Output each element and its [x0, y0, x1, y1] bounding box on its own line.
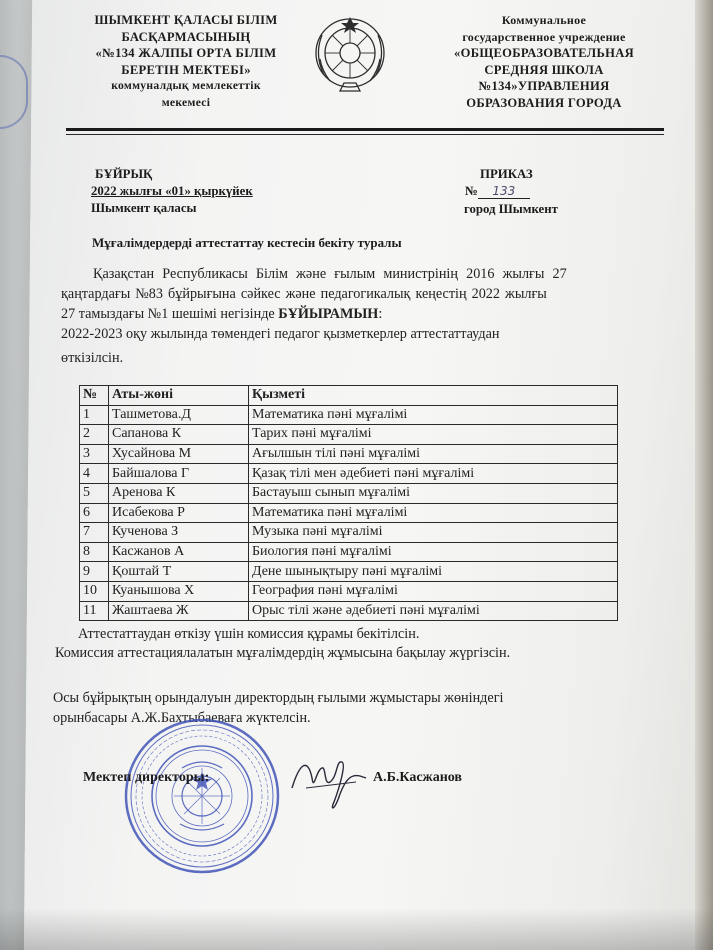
cell-name: Хусайнова М [109, 444, 249, 464]
cell-position: Биология пәні мұғалімі [249, 542, 618, 562]
cell-name: Жаштаева Ж [109, 601, 249, 621]
cell-number: 2 [80, 425, 109, 445]
cell-number: 4 [80, 464, 109, 484]
paragraph-text: 27 тамыздағы №1 шешімі негізінде [61, 306, 275, 322]
cell-position: Математика пәні мұғалімі [249, 405, 618, 425]
paragraph-line: өткізілсін. [61, 350, 124, 366]
order-number-label: № [465, 184, 478, 198]
cell-position: Орыс тілі және әдебиеті пәні мұғалімі [249, 601, 618, 621]
cell-position: География пәні мұғалімі [249, 581, 618, 601]
table-row [80, 581, 618, 601]
header-right-ru [427, 12, 661, 111]
header-left-kz [70, 12, 302, 111]
header-divider [66, 128, 664, 131]
cell-position: Дене шынықтыру пәні мұғалімі [249, 562, 618, 582]
cell-number: 9 [80, 562, 109, 582]
shadow [0, 908, 713, 950]
header-left-line: БАСҚАРМАСЫНЫҢ [121, 29, 251, 44]
closing-line: Аттестаттаудан өткізу үшін комиссия құрамы бекітілсін. [78, 626, 420, 642]
cell-number: 10 [80, 581, 109, 601]
cell-name: Куанышова Х [109, 581, 249, 601]
closing-line: Комиссия аттестациялалатын мұғалімдердің жұмысына бақылау жүргізсін. [55, 645, 511, 661]
cell-number: 3 [80, 444, 109, 464]
cell-number: 7 [80, 523, 109, 543]
official-seal-icon [122, 716, 282, 876]
paragraph-line: 2022-2023 оқу жылында төмендегі педагог қызметкерлер аттестаттаудан [61, 326, 500, 342]
order-number [465, 184, 530, 199]
header-right-line: №134»УПРАВЛЕНИЯ [478, 79, 610, 93]
cell-number: 5 [80, 483, 109, 503]
table-row [80, 464, 618, 484]
paragraph-line: қаңтардағы №83 бұйрығына сәйкес және педагогикалық кеңестің 2022 жылғы [61, 286, 547, 302]
cell-number: 11 [80, 601, 109, 621]
table-row [80, 542, 618, 562]
closing-line: орынбасары А.Ж.Бахтыбаеваға жүктелсін. [53, 710, 311, 726]
order-city-kz: Шымкент қаласы [91, 201, 197, 215]
cell-position: Музыка пәні мұғалімі [249, 523, 618, 543]
column-header-name: Аты-жөні [109, 386, 249, 406]
order-date-kz: 2022 жылғы «01» қыркүйек [91, 184, 253, 198]
cell-number: 1 [80, 405, 109, 425]
state-emblem-icon [310, 13, 390, 99]
table-row [80, 601, 618, 621]
paragraph-line: Қазақстан Республикасы Білім және ғылым министрінің 2016 жылғы 27 [93, 266, 567, 282]
table-row [80, 405, 618, 425]
cell-position: Қазақ тілі мен әдебиеті пәні мұғалімі [249, 464, 618, 484]
column-header-number: № [80, 386, 109, 406]
order-subject: Мұғалімдердерді аттестаттау кестесін бекіту туралы [92, 235, 402, 250]
cell-name: Қоштай Т [109, 562, 249, 582]
director-label: Мектеп директоры: [83, 770, 210, 785]
table-row [80, 483, 618, 503]
header-right-line: государственное учреждение [462, 29, 626, 44]
cell-name: Исабекова Р [109, 503, 249, 523]
paragraph-text: : [378, 306, 383, 322]
teachers-table [79, 385, 618, 621]
cell-position: Бастауыш сынып мұғалімі [249, 483, 618, 503]
header-left-line: коммуналдық мемлекеттік [111, 79, 261, 92]
table-header-row [80, 386, 618, 406]
header-right-line: «ОБЩЕОБРАЗОВАТЕЛЬНАЯ [454, 46, 634, 60]
header-right-line: ОБРАЗОВАНИЯ ГОРОДА [466, 95, 622, 110]
header-right-line: Коммунальное [501, 13, 587, 27]
cell-name: Касжанов А [109, 542, 249, 562]
order-number-handwritten: 133 [478, 184, 530, 199]
table-row [80, 444, 618, 464]
header-left-line: «№134 ЖАЛПЫ ОРТА БІЛІМ [95, 46, 277, 60]
header-right-line: СРЕДНЯЯ ШКОЛА [484, 62, 604, 77]
header-left-line: БЕРЕТІН МЕКТЕБІ» [121, 62, 251, 77]
paragraph-line [61, 306, 382, 323]
decree-keyword: БҰЙЫРАМЫН [278, 306, 379, 322]
cell-name: Аренова К [109, 483, 249, 503]
table-row [80, 503, 618, 523]
table-row [80, 425, 618, 445]
table-row [80, 523, 618, 543]
header-left-line: ШЫМКЕНТ ҚАЛАСЫ БІЛІМ [94, 13, 278, 27]
order-title-ru: ПРИКАЗ [480, 167, 533, 181]
adjacent-page-stamp-fragment [0, 55, 28, 129]
cell-name: Кученова З [109, 523, 249, 543]
cell-number: 6 [80, 503, 109, 523]
column-header-position: Қызметі [249, 386, 618, 406]
cell-number: 8 [80, 542, 109, 562]
table-edge [695, 0, 713, 950]
cell-name: Ташметова.Д [109, 405, 249, 425]
signature-icon [286, 752, 372, 814]
cell-name: Сапанова К [109, 425, 249, 445]
cell-position: Ағылшын тілі пәні мұғалімі [249, 444, 618, 464]
cell-position: Тарих пәні мұғалімі [249, 425, 618, 445]
header-divider-thin [66, 134, 664, 135]
cell-position: Математика пәні мұғалімі [249, 503, 618, 523]
header-left-line: мекемесі [161, 95, 211, 109]
closing-line: Осы бұйрықтың орындалуын директордың ғылыми жұмыстары жөніндегі [53, 690, 504, 706]
director-name: А.Б.Касжанов [373, 770, 462, 785]
cell-name: Байшалова Г [109, 464, 249, 484]
order-title-kz: БҰЙРЫҚ [95, 167, 153, 181]
table-row [80, 562, 618, 582]
order-city-ru: город Шымкент [464, 202, 558, 216]
